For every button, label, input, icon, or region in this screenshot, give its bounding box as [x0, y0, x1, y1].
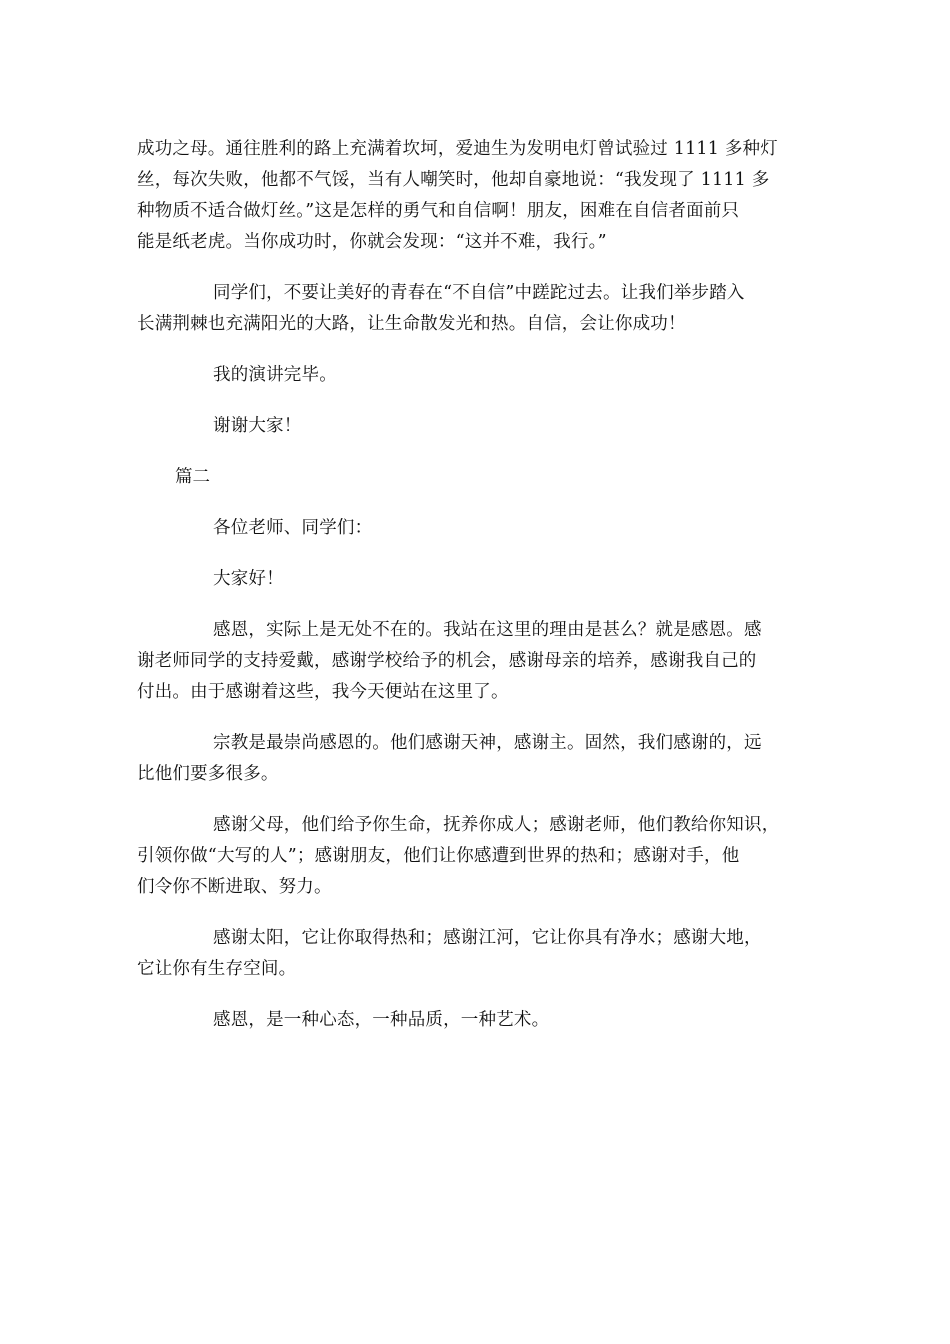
text-line: 谢谢大家！	[213, 416, 302, 436]
text-line: 引领你做“大写的人”；感谢朋友，他们让你感遭到世界的热和；感谢对手，他	[137, 846, 740, 866]
text-line: 感恩，是一种心态，一种品质，一种艺术。	[213, 1010, 550, 1030]
text-line: 宗教是最崇尚感恩的。他们感谢天神，感谢主。固然，我们感谢的，远	[213, 733, 762, 753]
paragraph-speech-end	[137, 360, 817, 391]
text-line: 同学们，不要让美好的青春在“不自信”中蹉跎过去。让我们举步踏入	[213, 283, 745, 303]
text-line: 感恩，实际上是无处不在的。我站在这里的理由是甚么？就是感恩。感	[213, 620, 762, 640]
text-line: 长满荆棘也充满阳光的大路，让生命散发光和热。自信，会让你成功！	[137, 314, 686, 334]
text-line: 种物质不适合做灯丝。”这是怎样的勇气和自信啊！朋友，困难在自信者面前只	[137, 201, 740, 221]
text-line: 们令你不断进取、努力。	[137, 877, 332, 897]
text-line: 感谢父母，他们给予你生命，抚养你成人；感谢老师，他们教给你知识，	[213, 815, 780, 835]
paragraph-thanks	[137, 411, 817, 442]
text-line: 比他们要多很多。	[137, 764, 279, 784]
paragraph-thank-people	[137, 810, 817, 903]
paragraph-thank-nature	[137, 923, 817, 985]
paragraph-edison	[137, 134, 817, 258]
text-line: 我的演讲完毕。	[213, 365, 337, 385]
text-line: 成功之母。通往胜利的路上充满着坎坷，爱迪生为发明电灯曾试验过 1111 多种灯	[137, 139, 778, 159]
text-line: 它让你有生存空间。	[137, 959, 297, 979]
text-line: 付出。由于感谢着这些，我今天便站在这里了。	[137, 682, 509, 702]
paragraph-gratitude-definition	[137, 1005, 817, 1036]
section-heading: 篇二	[175, 467, 210, 487]
paragraph-religion	[137, 728, 817, 790]
paragraph-youth	[137, 278, 817, 340]
text-line: 大家好！	[213, 569, 284, 589]
text-line: 能是纸老虎。当你成功时，你就会发现：“这并不难，我行。”	[137, 232, 607, 252]
paragraph-hello	[137, 564, 817, 595]
text-line: 各位老师、同学们：	[213, 518, 373, 538]
paragraph-gratitude-everywhere	[137, 615, 817, 708]
text-line: 感谢太阳，它让你取得热和；感谢江河，它让你具有净水；感谢大地，	[213, 928, 762, 948]
text-line: 丝，每次失败，他都不气馁，当有人嘲笑时，他却自豪地说：“我发现了 1111 多	[137, 170, 770, 190]
document-body	[137, 134, 817, 1056]
paragraph-greeting	[137, 513, 817, 544]
text-line: 谢老师同学的支持爱戴，感谢学校给予的机会，感谢母亲的培养，感谢我自己的	[137, 651, 757, 671]
